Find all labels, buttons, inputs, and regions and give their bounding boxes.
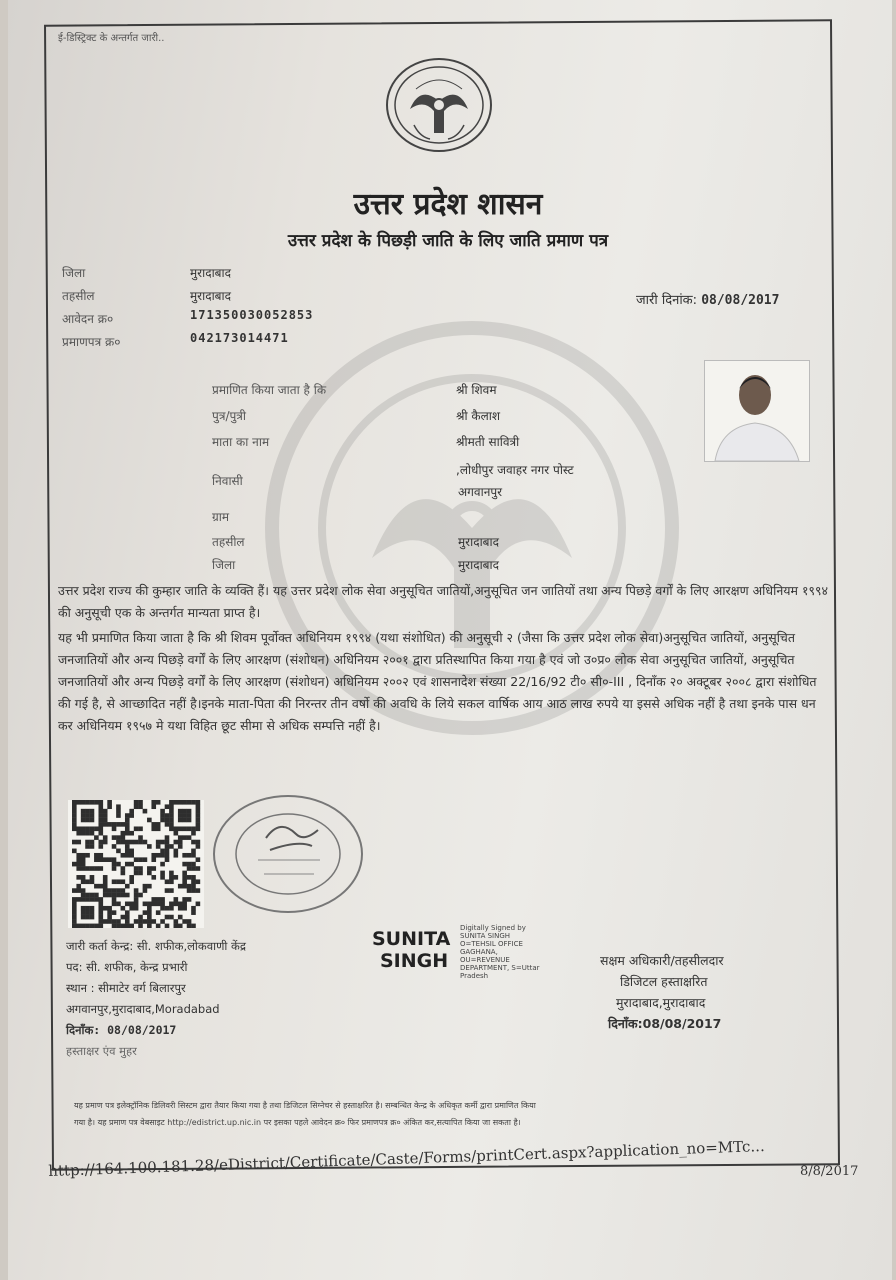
detail-label-village: ग्राम bbox=[212, 510, 230, 524]
info-label-application-no: आवेदन क्र० bbox=[62, 312, 114, 326]
digital-signature-details bbox=[460, 924, 540, 980]
signer-name-line2: SINGH bbox=[380, 950, 449, 972]
issue-date bbox=[636, 290, 779, 308]
detail-label-district: जिला bbox=[212, 558, 236, 572]
footer-note-line1: यह प्रमाण पत्र इलेक्ट्रॉनिक डिलिवरी सिस्टम द्वारा तैयार किया गया है तथा डिजिटल सिग्नेचर से हस्ताक्षरित है। सम्बन्धित केन्द्र के अधिकृत कर्मी द्वारा प्रमाणित किया bbox=[74, 1101, 536, 1110]
issue-date-label: जारी दिनांक: bbox=[636, 293, 698, 308]
authority-location: मुरादाबाद,मुरादाबाद bbox=[616, 995, 706, 1010]
info-value-district: मुरादाबाद bbox=[190, 266, 232, 280]
issuer-signature-label: हस्ताक्षर एंव मुहर bbox=[66, 1044, 137, 1058]
sig-detail-line: Pradesh bbox=[460, 972, 489, 980]
footer-note-line2: गया है। यह प्रमाण पत्र वेबसाइट http://edistrict.up.nic.in पर इसका पहले आवेदन क्र० फिर प्रमाणपत्र क्र० अंकित कर,सत्यापित किया जा सकता है। bbox=[74, 1118, 521, 1127]
certificate-subtitle: उत्तर प्रदेश के पिछड़ी जाति के लिए जाति प्रमाण पत्र bbox=[287, 231, 609, 251]
detail-label-certified: प्रमाणित किया जाता है कि bbox=[212, 383, 327, 397]
issue-date-value: 08/08/2017 bbox=[701, 293, 780, 308]
authority-title: सक्षम अधिकारी/तहसीलदार bbox=[600, 953, 724, 968]
detail-value-mother: श्रीमती सावित्री bbox=[456, 435, 520, 449]
detail-value-district: मुरादाबाद bbox=[458, 558, 500, 572]
info-label-certificate-no: प्रमाणपत्र क्र० bbox=[62, 335, 121, 349]
authority-digital: डिजिटल हस्ताक्षरित bbox=[620, 974, 708, 989]
sig-detail-line: GAGHANA, bbox=[460, 948, 498, 956]
detail-label-resident: निवासी bbox=[212, 474, 243, 488]
issuer-place: स्थान : सीमाटेर वर्ग बिलारपुर bbox=[66, 981, 186, 995]
detail-label-mother: माता का नाम bbox=[212, 435, 270, 449]
state-emblem-icon bbox=[380, 55, 498, 155]
info-value-tehsil: मुरादाबाद bbox=[190, 289, 232, 303]
detail-label-child-of: पुत्र/पुत्री bbox=[212, 409, 247, 423]
issuer-center: जारी कर्ता केन्द्र: सी. शफीक,लोकवाणी केंद्र bbox=[66, 939, 246, 953]
applicant-photo bbox=[704, 360, 810, 462]
office-stamp bbox=[208, 790, 368, 920]
issuer-post: पद: सी. शफीक, केन्द्र प्रभारी bbox=[66, 960, 188, 974]
sig-detail-line: O=TEHSIL OFFICE bbox=[460, 940, 523, 948]
detail-value-tehsil: मुरादाबाद bbox=[458, 535, 500, 549]
info-label-tehsil: तहसील bbox=[62, 289, 95, 303]
sig-detail-line: DEPARTMENT, S=Uttar bbox=[460, 964, 540, 972]
certificate-title: उत्तर प्रदेश शासन bbox=[353, 187, 543, 222]
detail-value-father: श्री कैलाश bbox=[456, 409, 501, 423]
info-value-application-no: 171350030052853 bbox=[190, 308, 314, 322]
competent-authority-block bbox=[600, 950, 724, 1034]
print-url: http://164.100.181.28/eDistrict/Certificate/Caste/Forms/printCert.aspx?application_no=MTc... bbox=[48, 1136, 765, 1180]
info-label-district: जिला bbox=[62, 266, 86, 280]
sig-detail-line: SUNITA SINGH bbox=[460, 932, 511, 940]
signer-name bbox=[372, 928, 450, 972]
eligibility-statement: यह भी प्रमाणित किया जाता है कि श्री शिवम पूर्वोक्त अधिनियम १९९४ (यथा संशोधित) की अनुसूची २ (जैसा कि उत्तर प्रदेश लोक सेवा)अनुसूचित जातियों, अनुसूचित जनजातियों और अन्य पिछड़े वर्गों के लिए आरक्षण (संशोधन) अधिनियम २००१ द्वारा प्रतिस्थापित किया गया है एवं जो उ०प्र० लोक सेवा अनुसूचित जातियों, अनुसूचित जनजातियों और अन्य पिछड़े वर्गों के लिए आरक्षण (संशोधन) अधिनियम २००२ एवं शासनादेश संख्या 22/16/92 टी० सी०-III , दिनाँक २० अक्टूबर २००८ द्वारा संशोधित की गई है, से आच्छादित नहीं है।इनके माता-पिता की निरन्तर तीन वर्षो की अवधि के लिये सकल वार्षिक आय आठ लाख रुपये या इससे अधिक नहीं है तथा इनके पास धन कर अधिनियम १९५७ मे यथा विहित छूट सीमा से अधिक सम्पत्ति नहीं है। bbox=[58, 630, 817, 733]
detail-label-tehsil: तहसील bbox=[212, 535, 245, 549]
top-note: ई-डिस्ट्रिक्ट के अन्तर्गत जारी.. bbox=[58, 33, 165, 44]
caste-statement: उत्तर प्रदेश राज्य की कुम्हार जाति के व्यक्ति हैं। यह उत्तर प्रदेश लोक सेवा अनुसूचित जातियों,अनुसूचित जन जातियों तथा अन्य पिछड़े वर्गों के लिए आरक्षण अधिनियम १९९४ की अनुसूची एक के अन्तर्गत मान्यता प्राप्त है। bbox=[58, 583, 828, 620]
issuer-date: दिनाँक: 08/08/2017 bbox=[66, 1023, 177, 1037]
print-date: 8/8/2017 bbox=[800, 1164, 859, 1179]
issuer-place-line2: अगवानपुर,मुरादाबाद,Moradabad bbox=[66, 1002, 220, 1016]
issuing-center-block bbox=[66, 936, 246, 1062]
qr-code bbox=[68, 800, 204, 928]
sig-detail-line: OU=REVENUE bbox=[460, 956, 510, 964]
detail-value-address: ,लोधीपुर जवाहर नगर पोस्ट bbox=[456, 463, 574, 477]
info-value-certificate-no: 042173014471 bbox=[190, 331, 289, 345]
sig-detail-line: Digitally Signed by bbox=[460, 924, 526, 932]
authority-date: दिनाँक:08/08/2017 bbox=[608, 1016, 722, 1031]
signer-name-line1: SUNITA bbox=[372, 928, 451, 950]
detail-value-name: श्री शिवम bbox=[456, 383, 497, 397]
detail-value-address-line2: अगवानपुर bbox=[458, 485, 503, 499]
